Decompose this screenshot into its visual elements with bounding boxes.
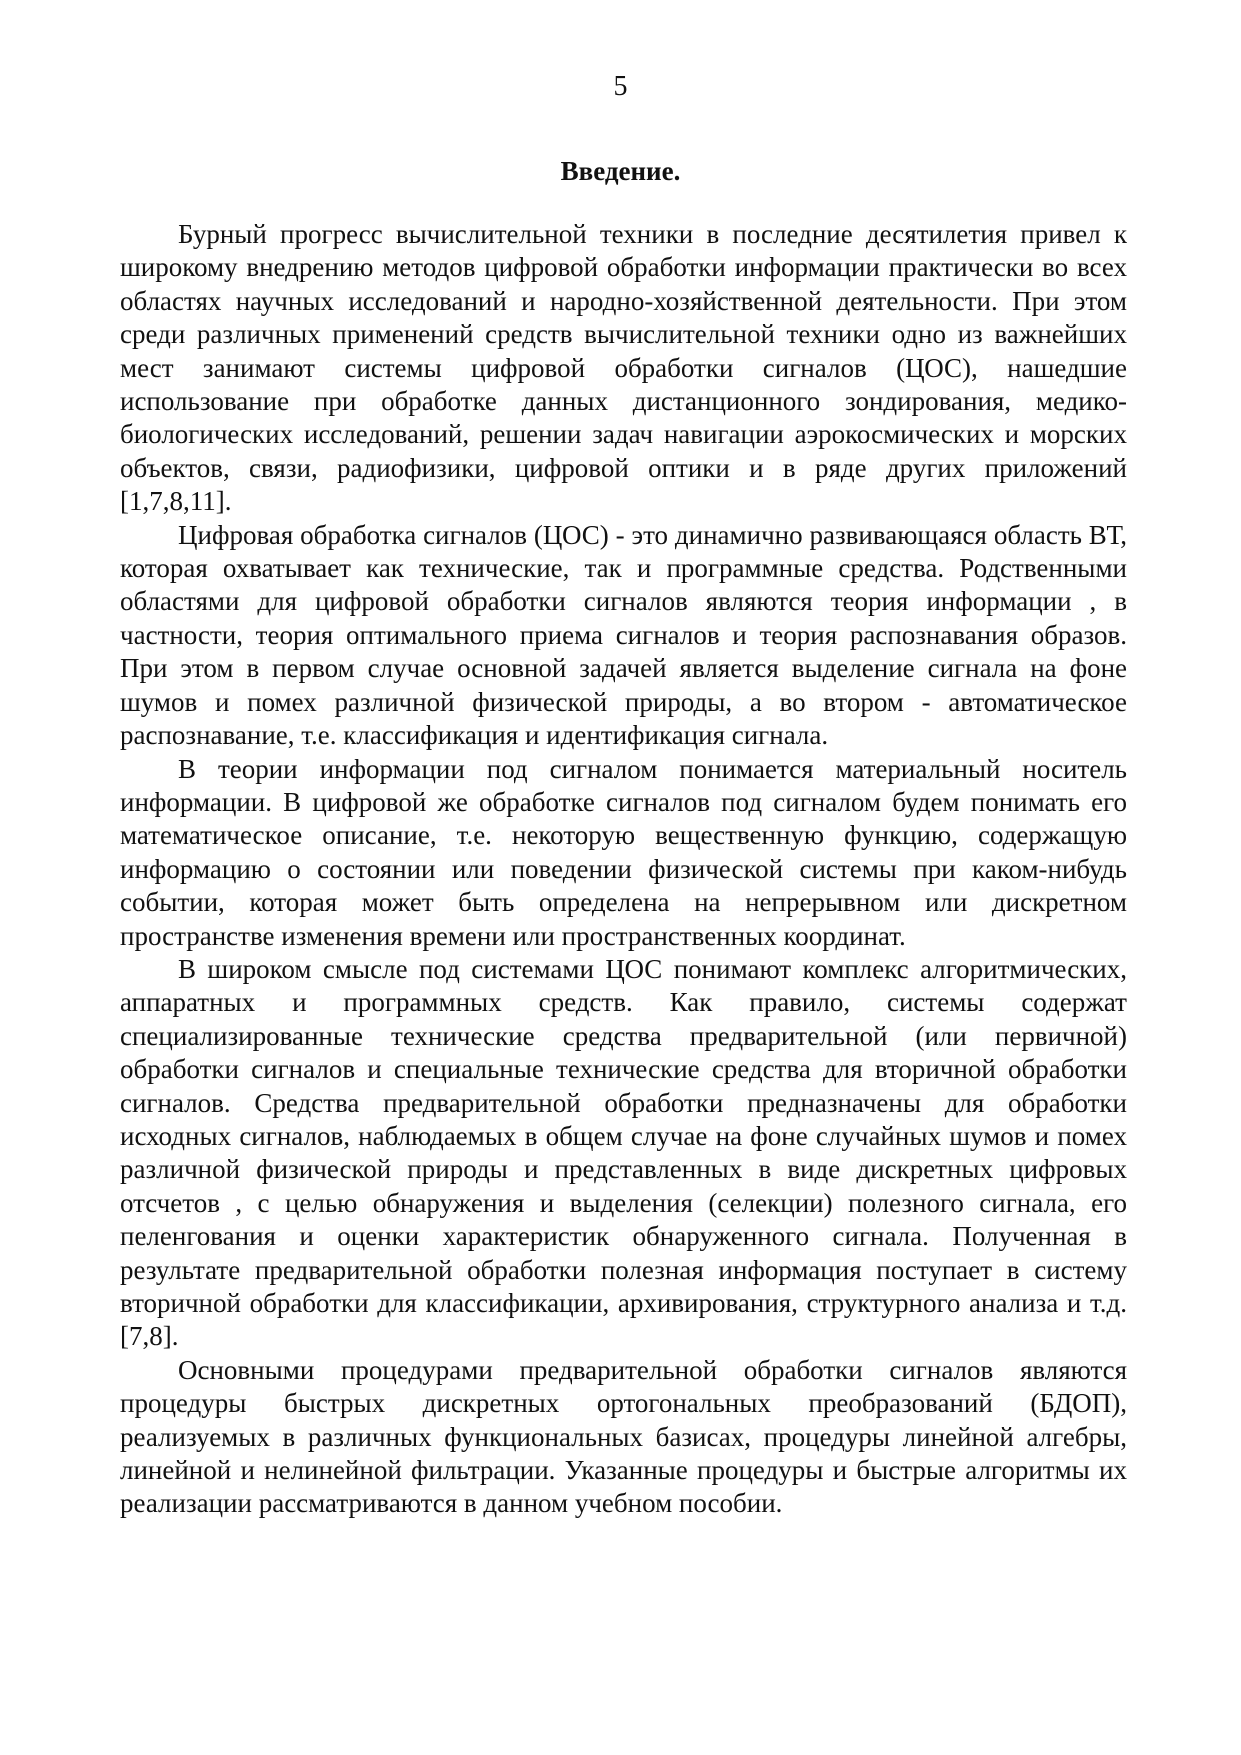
paragraph-3: В теории информации под сигналом понимается материальный носитель информации. В цифровой же обработке сигналов под сигналом будем понимать его математическое описание, т.е. некоторую вещественную функцию, содержащую информацию о состоянии или поведении физической системы при каком-нибудь событии, которая может быть определена на непрерывном или дискретном пространстве изменения времени или пространственных координат.: [120, 753, 1127, 951]
paragraph-4: В широком смысле под системами ЦОС понимают комплекс алгоритмических, аппаратных и программных средств. Как правило, системы содержат специализированные технические средства предварительной (или первичной) обработки сигналов и специальные технические средства для вторичной обработки сигналов. Средства предварительной обработки предназначены для обработки исходных сигналов, наблюдаемых в общем случае на фоне случайных шумов и помех различной физической природы и представленных в виде дискретных цифровых отсчетов , с целью обнаружения и выделения (селекции) полезного сигнала, его пеленгования и оценки характеристик обнаруженного сигнала. Полученная в результате предварительной обработки полезная информация поступает в систему вторичной обработки для классификации, архивирования, структурного анализа и т.д. [7,8].: [120, 953, 1127, 1352]
section-title: Введение.: [560, 156, 681, 186]
paragraph-2: Цифровая обработка сигналов (ЦОС) - это динамично развивающаяся область ВТ, которая охватывает как технические, так и программные средства. Родственными областями для цифровой обработки сигналов являются теория информации , в частности, теория оптимального приема сигналов и теория распознавания образов. При этом в первом случае основной задачей является выделение сигнала на фоне шумов и помех различной физической природы, а во втором - автоматическое распознавание, т.е. классификация и идентификация сигнала.: [120, 519, 1127, 751]
paragraph-1: Бурный прогресс вычислительной техники в последние десятилетия привел к широкому внедрению методов цифровой обработки информации практически во всех областях научных исследований и народно-хозяйственной деятельности. При этом среди различных применений средств вычислительной техники одно из важнейших мест занимают системы цифровой обработки сигналов (ЦОС), нашедшие использование при обработке данных дистанционного зондирования, медико-биологических исследований, решении задач навигации аэрокосмических и морских объектов, связи, радиофизики, цифровой оптики и в ряде других приложений [1,7,8,11].: [120, 219, 1127, 517]
page-number: 5: [613, 71, 628, 102]
body-text: [120, 218, 1127, 1521]
paragraph-5: Основными процедурами предварительной обработки сигналов являются процедуры быстрых дискретных ортогональных преобразований (БДОП), реализуемых в различных функциональных базисах, процедуры линейной алгебры, линейной и нелинейной фильтрации. Указанные процедуры и быстрые алгоритмы их реализации рассматриваются в данном учебном пособии.: [120, 1354, 1127, 1519]
